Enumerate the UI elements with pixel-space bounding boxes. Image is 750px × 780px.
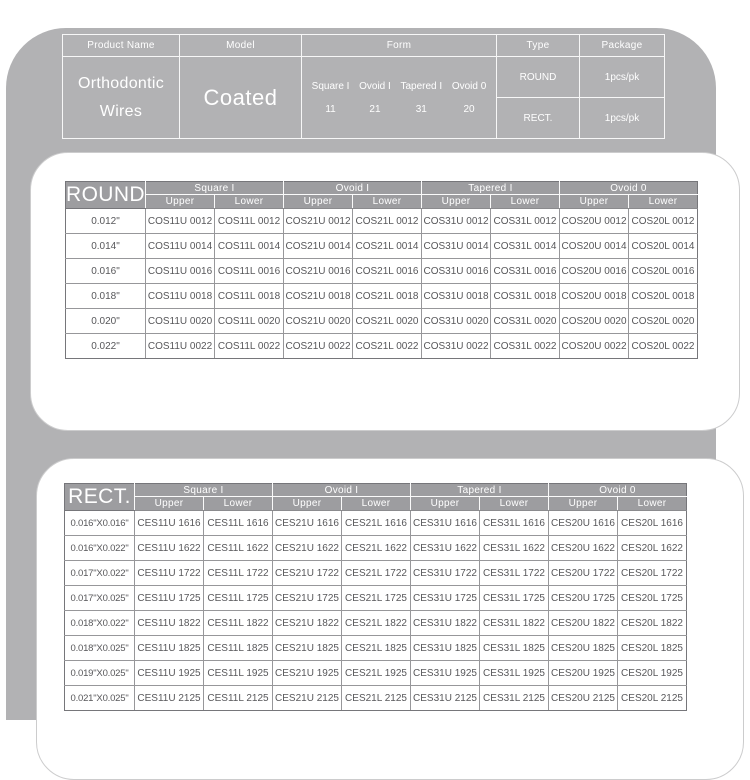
form-cell (302, 57, 496, 138)
product-code: COS21L 0016 (353, 259, 422, 284)
product-code: CES20U 1725 (549, 586, 618, 611)
product-code: COS20L 0022 (629, 334, 698, 359)
product-name-line2: Wires (99, 102, 143, 120)
size-label: 0.012" (66, 209, 146, 234)
product-code: CES11U 1616 (135, 511, 204, 536)
table-row (66, 259, 698, 284)
product-code: CES20L 1825 (618, 636, 687, 661)
form-name: Square I (311, 80, 350, 92)
product-code: CES20L 1925 (618, 661, 687, 686)
table-row (65, 686, 687, 711)
round-card (30, 152, 740, 431)
product-code: COS31L 0018 (491, 284, 560, 309)
size-label: 0.018"X0.025" (65, 636, 135, 661)
product-code: CES20L 1622 (618, 536, 687, 561)
product-code: COS20L 0020 (629, 309, 698, 334)
product-code: CES11U 1825 (135, 636, 204, 661)
table-row (66, 234, 698, 259)
product-code: COS11L 0012 (215, 209, 284, 234)
header-group-row (66, 182, 698, 195)
subheader-upper: Upper (284, 195, 353, 209)
table-row (65, 561, 687, 586)
product-code: COS31U 0022 (422, 334, 491, 359)
product-code: COS31U 0018 (422, 284, 491, 309)
product-code: CES31U 1825 (411, 636, 480, 661)
form-list (302, 81, 496, 115)
product-code: CES21U 2125 (273, 686, 342, 711)
subheader-lower: Lower (204, 497, 273, 511)
product-code: COS11L 0022 (215, 334, 284, 359)
product-code: CES31U 2125 (411, 686, 480, 711)
product-name-cell (63, 57, 179, 138)
round-wire-table (65, 181, 698, 359)
type-round-cell: ROUND (497, 57, 579, 97)
product-code: CES11U 2125 (135, 686, 204, 711)
subheader-lower: Lower (629, 195, 698, 209)
size-label: 0.018" (66, 284, 146, 309)
subheader-lower: Lower (215, 195, 284, 209)
product-code: CES31U 1616 (411, 511, 480, 536)
spec-header-product-name: Product Name (63, 35, 179, 56)
product-code: CES21U 1622 (273, 536, 342, 561)
product-code: COS11U 0012 (146, 209, 215, 234)
product-code: COS20L 0012 (629, 209, 698, 234)
size-label: 0.017"X0.022" (65, 561, 135, 586)
subheader-upper: Upper (560, 195, 629, 209)
spec-header-form: Form (302, 35, 496, 56)
product-code: COS11L 0014 (215, 234, 284, 259)
product-code: CES20U 1722 (549, 561, 618, 586)
product-code: CES31U 1822 (411, 611, 480, 636)
product-code: CES11L 1822 (204, 611, 273, 636)
product-code: CES11U 1722 (135, 561, 204, 586)
product-code: CES20U 1825 (549, 636, 618, 661)
package-round-cell: 1pcs/pk (580, 57, 664, 97)
column-group-header: Square I (135, 484, 273, 497)
product-code: CES11L 1722 (204, 561, 273, 586)
product-code: CES20U 1822 (549, 611, 618, 636)
product-code: COS31L 0020 (491, 309, 560, 334)
product-code: CES31U 1725 (411, 586, 480, 611)
product-code: CES11L 1622 (204, 536, 273, 561)
product-code: CES31L 1825 (480, 636, 549, 661)
product-code: COS20U 0020 (560, 309, 629, 334)
product-code: COS11U 0022 (146, 334, 215, 359)
product-code: CES21U 1616 (273, 511, 342, 536)
product-code: COS21L 0014 (353, 234, 422, 259)
product-spec-table (62, 34, 665, 139)
product-code: COS21U 0012 (284, 209, 353, 234)
product-code: CES21L 2125 (342, 686, 411, 711)
column-group-header: Ovoid I (284, 182, 422, 195)
column-group-header: Ovoid 0 (560, 182, 698, 195)
product-code: CES11L 2125 (204, 686, 273, 711)
product-code: CES20U 1616 (549, 511, 618, 536)
form-name: Ovoid 0 (451, 80, 487, 92)
spec-header-model: Model (180, 35, 301, 56)
product-code: COS31U 0016 (422, 259, 491, 284)
form-item (452, 81, 486, 115)
product-code: COS11U 0016 (146, 259, 215, 284)
rect-card (36, 458, 744, 780)
product-code: CES11L 1825 (204, 636, 273, 661)
size-label: 0.014" (66, 234, 146, 259)
product-code: CES21U 1825 (273, 636, 342, 661)
size-label: 0.016"X0.016" (65, 511, 135, 536)
product-code: CES21U 1925 (273, 661, 342, 686)
product-code: CES31U 1622 (411, 536, 480, 561)
table-row (65, 636, 687, 661)
product-code: CES20U 2125 (549, 686, 618, 711)
product-code: CES31L 1616 (480, 511, 549, 536)
subheader-lower: Lower (480, 497, 549, 511)
subheader-upper: Upper (273, 497, 342, 511)
product-code: COS11L 0018 (215, 284, 284, 309)
product-code: COS21L 0022 (353, 334, 422, 359)
table-row (66, 209, 698, 234)
product-code: CES31L 1722 (480, 561, 549, 586)
column-group-header: Square I (146, 182, 284, 195)
product-code: COS20L 0018 (629, 284, 698, 309)
product-code: CES11U 1622 (135, 536, 204, 561)
product-code: CES21L 1725 (342, 586, 411, 611)
product-code: COS31L 0012 (491, 209, 560, 234)
subheader-lower: Lower (342, 497, 411, 511)
size-label: 0.017"X0.025" (65, 586, 135, 611)
product-code: COS20L 0014 (629, 234, 698, 259)
product-code: CES11U 1725 (135, 586, 204, 611)
product-code: CES31L 2125 (480, 686, 549, 711)
product-code: CES20L 1616 (618, 511, 687, 536)
product-code: COS21L 0020 (353, 309, 422, 334)
header-group-row (65, 484, 687, 497)
size-label: 0.020" (66, 309, 146, 334)
subheader-upper: Upper (135, 497, 204, 511)
product-code: CES11U 1822 (135, 611, 204, 636)
product-code: CES21U 1725 (273, 586, 342, 611)
product-code: COS20U 0014 (560, 234, 629, 259)
form-code: 11 (325, 103, 336, 115)
header-sub-row (65, 497, 687, 511)
product-code: COS21L 0018 (353, 284, 422, 309)
form-name: Tapered I (400, 80, 443, 92)
product-code: CES21U 1722 (273, 561, 342, 586)
table-row (65, 611, 687, 636)
product-code: CES11L 1616 (204, 511, 273, 536)
size-label: 0.022" (66, 334, 146, 359)
product-code: CES31L 1822 (480, 611, 549, 636)
product-code: COS31U 0012 (422, 209, 491, 234)
product-name-line1: Orthodontic (77, 75, 164, 93)
product-code: CES21U 1822 (273, 611, 342, 636)
product-code: CES31L 1725 (480, 586, 549, 611)
product-code: CES11L 1725 (204, 586, 273, 611)
table-row (65, 586, 687, 611)
form-code: 21 (369, 103, 381, 115)
product-code: CES11L 1925 (204, 661, 273, 686)
product-code: CES11U 1925 (135, 661, 204, 686)
form-name: Ovoid I (359, 80, 391, 92)
subheader-lower: Lower (353, 195, 422, 209)
size-label: 0.018"X0.022" (65, 611, 135, 636)
product-code: COS31U 0014 (422, 234, 491, 259)
product-code: CES20L 1725 (618, 586, 687, 611)
subheader-upper: Upper (422, 195, 491, 209)
model-cell: Coated (180, 57, 301, 138)
product-code: CES20U 1925 (549, 661, 618, 686)
product-code: CES20L 1822 (618, 611, 687, 636)
product-code: CES20U 1622 (549, 536, 618, 561)
form-item (359, 81, 391, 115)
size-label: 0.019"X0.025" (65, 661, 135, 686)
product-code: CES20L 2125 (618, 686, 687, 711)
product-code: CES21L 1616 (342, 511, 411, 536)
product-code: COS11U 0014 (146, 234, 215, 259)
package-rect-cell: 1pcs/pk (580, 98, 664, 138)
type-rect-cell: RECT. (497, 98, 579, 138)
product-code: CES31L 1622 (480, 536, 549, 561)
product-code: COS21U 0022 (284, 334, 353, 359)
product-code: CES20L 1722 (618, 561, 687, 586)
product-code: COS20U 0016 (560, 259, 629, 284)
table-row (66, 284, 698, 309)
round-corner-label: ROUND (66, 182, 146, 209)
table-row (66, 309, 698, 334)
product-code: CES31U 1925 (411, 661, 480, 686)
spec-header-type: Type (497, 35, 579, 56)
form-code: 20 (463, 103, 475, 115)
product-code: CES21L 1622 (342, 536, 411, 561)
product-code: COS21U 0020 (284, 309, 353, 334)
product-code: COS31L 0016 (491, 259, 560, 284)
table-row (66, 334, 698, 359)
rect-corner-label: RECT. (65, 484, 135, 511)
column-group-header: Ovoid I (273, 484, 411, 497)
product-code: COS21L 0012 (353, 209, 422, 234)
subheader-upper: Upper (411, 497, 480, 511)
spec-header-package: Package (580, 35, 664, 56)
size-label: 0.021"X0.025" (65, 686, 135, 711)
product-code: COS31L 0022 (491, 334, 560, 359)
product-code: COS21U 0014 (284, 234, 353, 259)
product-code: COS31U 0020 (422, 309, 491, 334)
subheader-lower: Lower (618, 497, 687, 511)
column-group-header: Tapered I (411, 484, 549, 497)
product-code: CES21L 1825 (342, 636, 411, 661)
product-code: COS20U 0022 (560, 334, 629, 359)
product-code: COS21U 0018 (284, 284, 353, 309)
product-code: COS11L 0016 (215, 259, 284, 284)
product-code: CES31L 1925 (480, 661, 549, 686)
size-label: 0.016" (66, 259, 146, 284)
product-code: COS21U 0016 (284, 259, 353, 284)
table-row (65, 536, 687, 561)
product-code: COS20U 0018 (560, 284, 629, 309)
form-code: 31 (415, 103, 427, 115)
column-group-header: Tapered I (422, 182, 560, 195)
subheader-lower: Lower (491, 195, 560, 209)
form-item (400, 81, 442, 115)
product-code: CES31U 1722 (411, 561, 480, 586)
product-code: COS11U 0018 (146, 284, 215, 309)
product-code: COS31L 0014 (491, 234, 560, 259)
column-group-header: Ovoid 0 (549, 484, 687, 497)
table-row (65, 511, 687, 536)
form-item (312, 81, 350, 115)
product-code: CES21L 1822 (342, 611, 411, 636)
product-code: COS20U 0012 (560, 209, 629, 234)
size-label: 0.016"X0.022" (65, 536, 135, 561)
product-code: COS11U 0020 (146, 309, 215, 334)
product-code: COS20L 0016 (629, 259, 698, 284)
subheader-upper: Upper (146, 195, 215, 209)
rect-wire-table (64, 483, 687, 711)
product-code: COS11L 0020 (215, 309, 284, 334)
product-code: CES21L 1722 (342, 561, 411, 586)
subheader-upper: Upper (549, 497, 618, 511)
table-row (65, 661, 687, 686)
product-code: CES21L 1925 (342, 661, 411, 686)
header-sub-row (66, 195, 698, 209)
